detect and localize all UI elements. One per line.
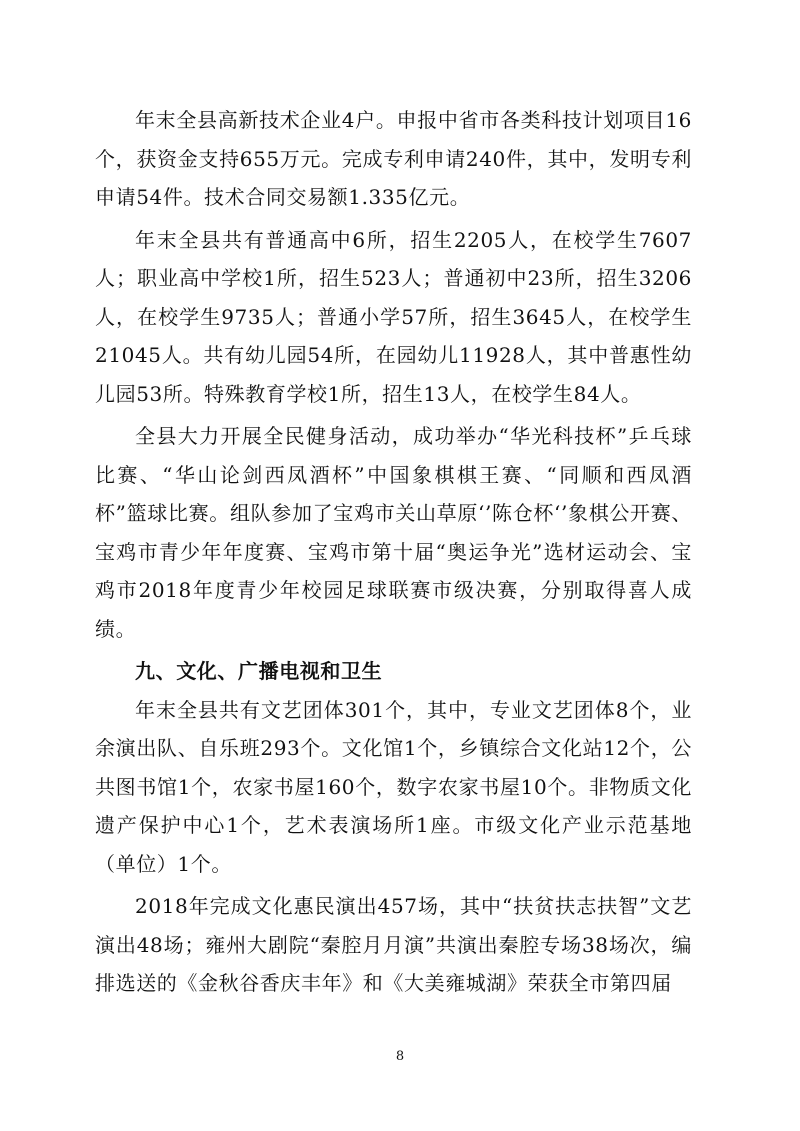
paragraph-technology: 年末全县高新技术企业4户。申报中省市各类科技计划项目16个，获资金支持655万元。完成专利申请240件，其中，发明专利申请54件。技术合同交易额1.335亿元。 xyxy=(95,108,692,209)
section-heading: 九、文化、广播电视和卫生 xyxy=(135,659,383,683)
paragraph-education: 年末全县共有普通高中6所，招生2205人，在校学生7607人；职业高中学校1所，招生523人；普通初中23所，招生3206人，在校学生9735人；普通小学57所，招生3645人，在校学生21045人。共有幼儿园54所，在园幼儿11928人，其中普惠性幼儿园53所。特殊教育学校1所，招生13人，在校学生84人。 xyxy=(95,227,692,406)
paragraph-sports: 全县大力开展全民健身活动，成功举办“华光科技杯”乒乓球比赛、“华山论剑西凤酒杯”中国象棋棋王赛、“同顺和西凤酒杯”篮球比赛。组队参加了宝鸡市关山草原‘’陈仓杯‘’象棋公开赛、宝鸡市青少年年度赛、宝鸡市第十届“奥运争光”选材运动会、宝鸡市2018年度青少年校园足球联赛市级决赛，分别取得喜人成绩。 xyxy=(95,424,692,641)
paragraph-culture-performances: 2018年完成文化惠民演出457场，其中“扶贫扶志扶智”文艺演出48场；雍州大剧院“秦腔月月演”共演出秦腔专场38场次，编排选送的《金秋谷香庆丰年》和《大美雍城湖》荣获全市第四届 xyxy=(95,894,692,995)
page-number: 8 xyxy=(395,1049,405,1064)
document-body xyxy=(95,101,692,1003)
paragraph-culture-groups: 年末全县共有文艺团体301个，其中，专业文艺团体8个，业余演出队、自乐班293个。文化馆1个，乡镇综合文化站12个，公共图书馆1个，农家书屋160个，数字农家书屋10个。非物质文化遗产保护中心1个，艺术表演场所1座。市级文化产业示范基地（单位）1个。 xyxy=(95,697,692,876)
